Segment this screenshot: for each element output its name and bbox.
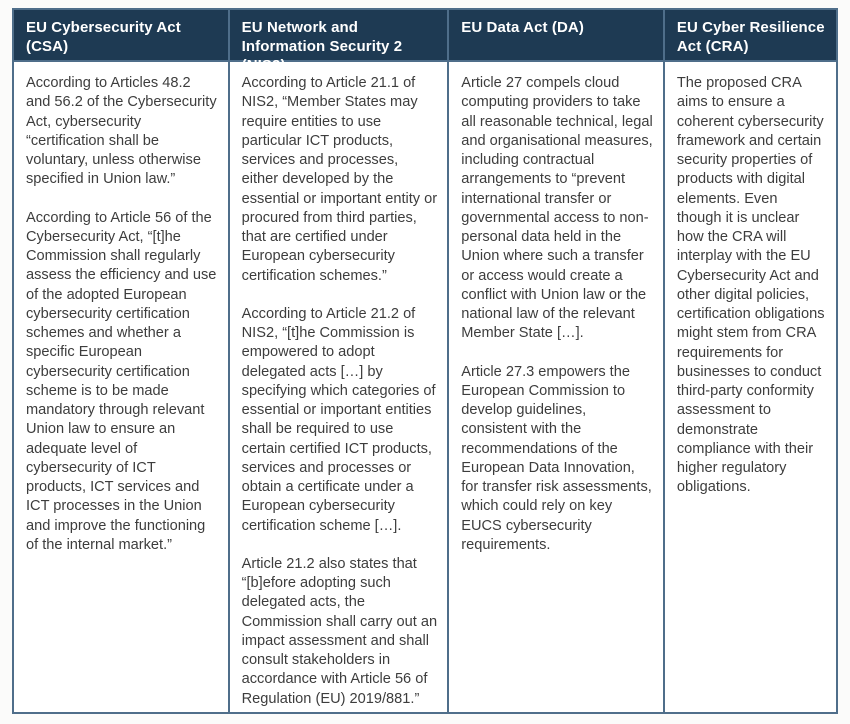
column-body-data-act xyxy=(449,62,663,712)
cra-paragraph-1: The proposed CRA aims to ensure a coherent cybersecurity framework and certain security properties of products with digital elements. Even though it is unclear how the CRA will interplay with the EU Cybersecurity Act and other digital policies, certification obligations might stem from CRA requirements for businesses to conduct third-party conformity assessment to demonstrate compliance with their higher regulatory obligations. xyxy=(676,75,825,496)
data-act-paragraph-2: Article 27.3 empowers the European Commission to develop guidelines, consistent with the recommendations of the European Data Innovation, for transfer risk assessments, which could rely on key EUCS cybersecurity requirements. xyxy=(461,363,652,553)
column-nis2 xyxy=(230,10,450,712)
column-cra xyxy=(665,10,836,712)
column-header-cra: EU Cyber Resilience Act (CRA) xyxy=(665,10,836,62)
csa-paragraph-1: According to Articles 48.2 and 56.2 of the Cybersecurity Act, cybersecurity “certification shall be voluntary, unless otherwise specified in Union law.” xyxy=(26,75,217,188)
column-body-csa xyxy=(14,62,228,712)
eu-regulations-comparison-table xyxy=(12,8,838,714)
column-header-data-act: EU Data Act (DA) xyxy=(449,10,663,62)
data-act-paragraph-1: Article 27 compels cloud computing providers to take all reasonable technical, legal and organisational measures, including contractual arrangements to “prevent international transfer or governmental access to non-personal data held in the Union where such a transfer or access would create a conflict with Union law or the national law of the relevant Member State […]. xyxy=(461,75,653,342)
column-body-nis2 xyxy=(230,62,448,712)
nis2-paragraph-2: According to Article 21.2 of NIS2, “[t]he Commission is empowered to adopt delegated acts […] by specifying which categories of essential or important entities shall be required to use certain certified ICT products, services and processes or obtain a certificate under a European cybersecurity certification scheme […]. xyxy=(241,305,436,534)
column-data-act xyxy=(449,10,665,712)
nis2-paragraph-3: Article 21.2 also states that “[b]efore adopting such delegated acts, the Commission shall carry out an impact assessment and shall consult stakeholders in accordance with Article 56 of Regulation (EU) 2019/881.” xyxy=(241,555,438,707)
column-body-cra xyxy=(665,62,836,712)
column-csa xyxy=(14,10,230,712)
nis2-paragraph-1: According to Article 21.1 of NIS2, “Member States may require entities to use particular ICT products, services and processes, either developed by the essential or important entity or procured from third parties, that are certified under European cybersecurity certification schemes.” xyxy=(241,75,438,284)
column-header-csa: EU Cybersecurity Act (CSA) xyxy=(14,10,228,62)
csa-paragraph-2: According to Article 56 of the Cybersecurity Act, “[t]he Commission shall regularly assess the efficiency and use of the adopted European cybersecurity certification schemes and whether a specific European cybersecurity certification scheme is to be made mandatory through relevant Union law to ensure an adequate level of cybersecurity of ICT products, ICT services and ICT processes in the Union and improve the functioning of the internal market.” xyxy=(26,209,217,553)
column-header-nis2: EU Network and Information Security 2 (NIS2) xyxy=(230,10,448,62)
